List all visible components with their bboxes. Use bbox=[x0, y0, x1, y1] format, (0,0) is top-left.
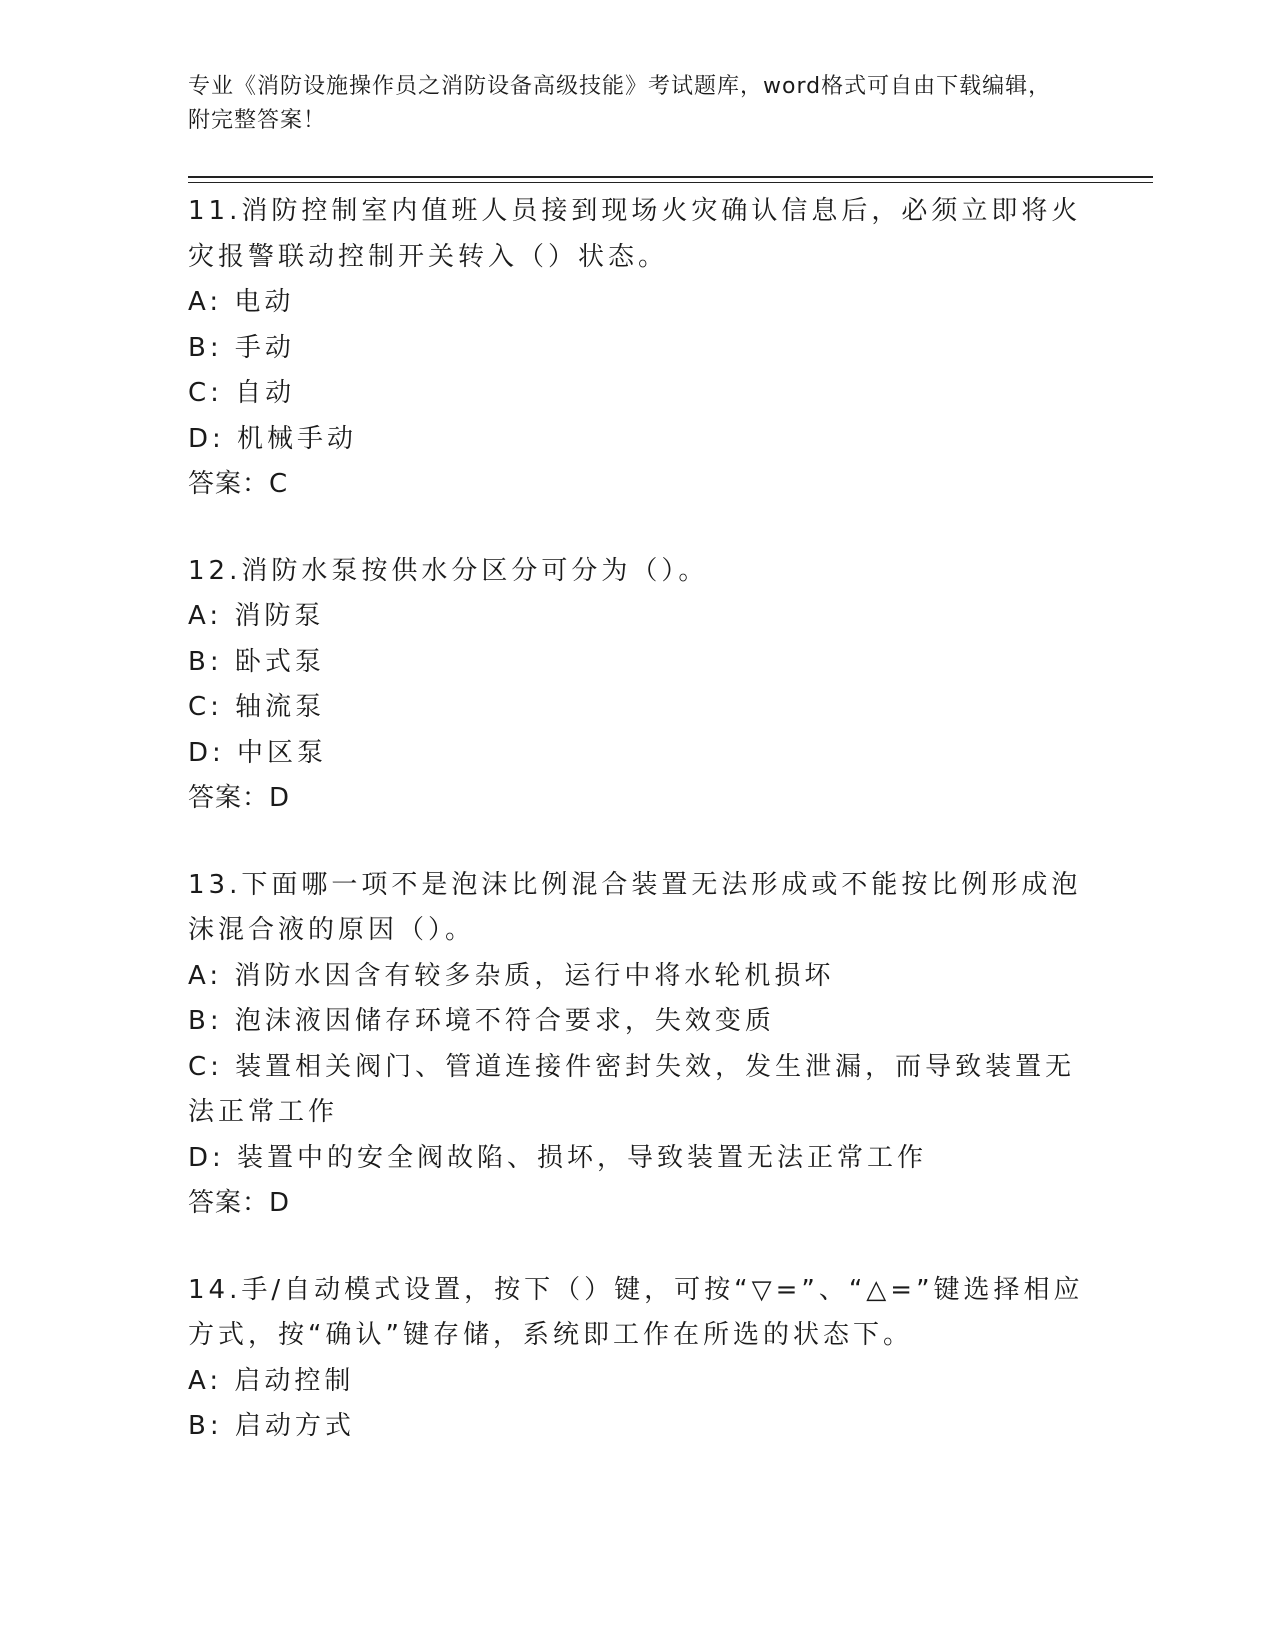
question-item bbox=[188, 549, 1088, 822]
option-b: B: 泡沫液因储存环境不符合要求，失效变质 bbox=[188, 1006, 775, 1036]
question-item bbox=[188, 1268, 1088, 1450]
option-b: B: 卧式泵 bbox=[188, 646, 325, 677]
question-stem: 12.消防水泵按供水分区分可分为（）。 bbox=[188, 555, 709, 586]
header-divider-thin bbox=[188, 182, 1153, 183]
option-a: A: 消防水因含有较多杂质，运行中将水轮机损坏 bbox=[188, 960, 835, 991]
question-item bbox=[188, 863, 1088, 1227]
option-a: A: 启动控制 bbox=[188, 1365, 355, 1396]
option-d: D: 中区泵 bbox=[188, 737, 328, 768]
document-header: 专业《消防设施操作员之消防设备高级技能》考试题库，word格式可自由下载编辑，附完整答案！ bbox=[188, 74, 1052, 133]
option-c: C: 装置相关阀门、管道连接件密封失效，发生泄漏，而导致装置无法正常工作 bbox=[188, 1051, 1076, 1127]
header-divider bbox=[188, 176, 1153, 178]
question-stem: 11.消防控制室内值班人员接到现场火灾确认信息后，必须立即将火灾报警联动控制开关转入（）状态。 bbox=[188, 196, 1082, 272]
option-d: D: 机械手动 bbox=[188, 423, 358, 454]
option-b: B: 手动 bbox=[188, 332, 295, 363]
answer-line: 答案：C bbox=[188, 469, 289, 499]
question-stem: 13.下面哪一项不是泡沫比例混合装置无法形成或不能按比例形成泡沫混合液的原因（）。 bbox=[188, 869, 1082, 945]
question-item bbox=[188, 189, 1088, 508]
option-c: C: 轴流泵 bbox=[188, 692, 326, 722]
question-list bbox=[188, 189, 1088, 1491]
option-b: B: 启动方式 bbox=[188, 1411, 355, 1441]
question-stem: 14.手/自动模式设置，按下（）键，可按“▽=”、“△=”键选择相应方式，按“确认”键存储，系统即工作在所选的状态下。 bbox=[188, 1274, 1084, 1350]
option-d: D: 装置中的安全阀故陷、损坏，导致装置无法正常工作 bbox=[188, 1142, 928, 1173]
option-a: A: 消防泵 bbox=[188, 601, 325, 631]
option-c: C: 自动 bbox=[188, 378, 296, 408]
option-a: A: 电动 bbox=[188, 287, 295, 317]
answer-line: 答案：D bbox=[188, 783, 291, 813]
answer-line: 答案：D bbox=[188, 1188, 291, 1218]
